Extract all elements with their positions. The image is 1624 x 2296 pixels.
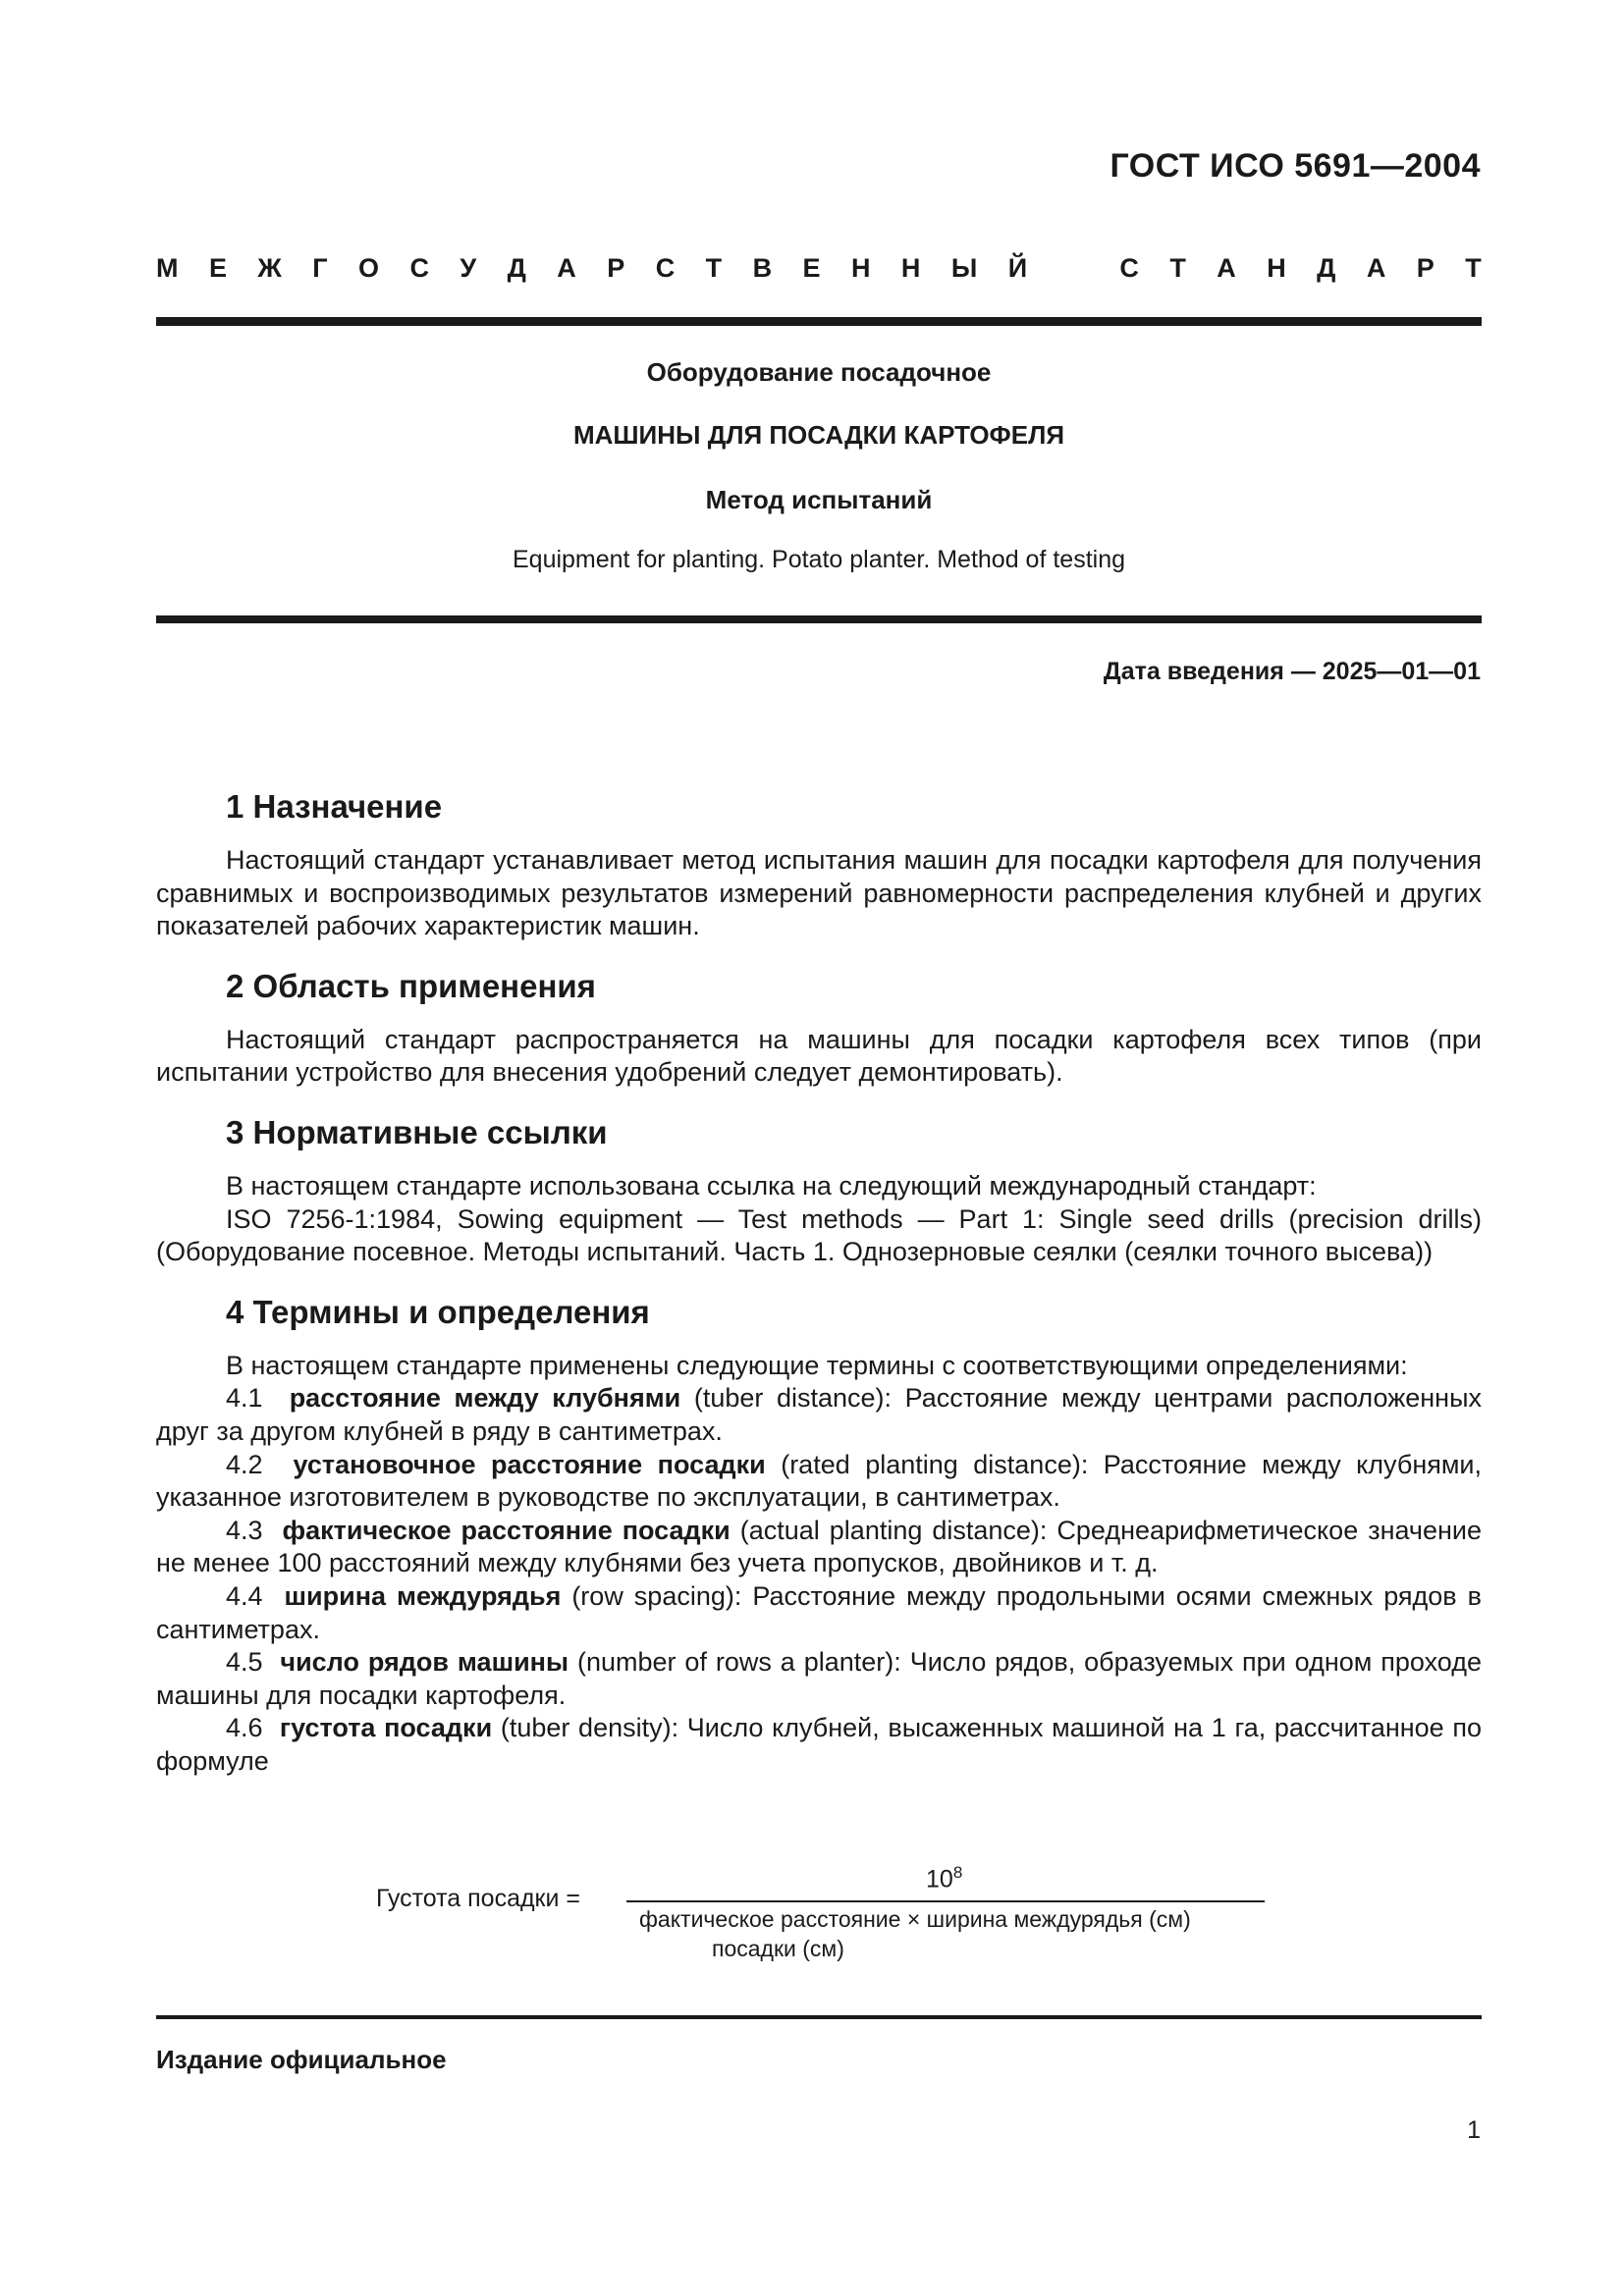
banner-letter: А xyxy=(557,253,576,283)
banner-letter: Ы xyxy=(950,253,978,283)
banner-letter: Н xyxy=(900,253,921,283)
banner-letter: Д xyxy=(507,253,526,283)
formula-label: Густота посадки = xyxy=(376,1885,581,1912)
banner-letter: Е xyxy=(802,253,821,283)
banner-letter: А xyxy=(1366,253,1386,283)
section-3-paragraph: В настоящем стандарте использована ссылка на следующий международный стандарт: xyxy=(226,1170,1317,1201)
title-method: Метод испытаний xyxy=(705,485,933,514)
banner-letter: Т xyxy=(1465,253,1482,283)
section-2-heading: 2 Область применения xyxy=(226,967,596,1004)
banner-letter: С xyxy=(655,253,676,283)
fraction-bar xyxy=(626,1900,1265,1902)
term-name: фактическое расстояние посадки xyxy=(282,1515,731,1545)
term-text: (number of rows a planter): Число рядов, образуемых при одном проходе машины для посадки картофеля. xyxy=(156,1647,1482,1710)
banner-letter: Д xyxy=(1317,253,1336,283)
top-rule xyxy=(156,317,1482,326)
footer-rule xyxy=(156,2015,1482,2019)
term-text: (tuber density): Число клубней, высаженных машиной на 1 га, рассчитанное по формуле xyxy=(156,1713,1483,1776)
banner-letter: О xyxy=(357,253,379,283)
term-number: 4.1 xyxy=(226,1383,263,1414)
section-3-reference: ISO 7256-1:1984, Sowing equipment — Test methods — Part 1: Single seed drills (precision drills) (Оборудование посевное. Методы испытаний. Часть 1. Однозерновые сеялки (сеялки точного высева)) xyxy=(156,1203,1482,1267)
term-number: 4.5 xyxy=(226,1647,263,1678)
term-definition xyxy=(156,1646,1482,1712)
title-main: МАШИНЫ ДЛЯ ПОСАДКИ КАРТОФЕЛЯ xyxy=(572,420,1065,450)
title-bottom-rule xyxy=(156,615,1482,623)
banner-letter: С xyxy=(409,253,429,283)
term-definition xyxy=(156,1712,1482,1778)
density-formula xyxy=(376,1863,1279,1971)
term-definition xyxy=(156,1382,1482,1448)
section-4-intro: В настоящем стандарте применены следующие термины с соответствующими определениями: xyxy=(226,1350,1408,1380)
body-text xyxy=(156,785,1482,1778)
term-number: 4.3 xyxy=(226,1515,263,1545)
banner-letter: Р xyxy=(1416,253,1435,283)
term-text: (tuber distance): Расстояние между центрами расположенных друг за другом клубней в ряду в сантиметрах. xyxy=(156,1383,1482,1446)
section-1-paragraph: Настоящий стандарт устанавливает метод испытания машин для посадки картофеля для получения сравнимых и воспроизводимых результатов измерений равномерности распределения клубней и других показателей рабочих характеристик машин. xyxy=(156,845,1482,941)
term-definition xyxy=(156,1449,1482,1515)
official-edition-label: Издание официальное xyxy=(156,2045,447,2074)
banner-letter: Н xyxy=(850,253,871,283)
interstate-standard-banner xyxy=(156,253,1482,284)
banner-letter: Е xyxy=(208,253,227,283)
term-name: число рядов машины xyxy=(280,1647,569,1678)
section-1-heading: 1 Назначение xyxy=(226,788,443,825)
title-category: Оборудование посадочное xyxy=(646,357,992,387)
banner-letter: Р xyxy=(607,253,625,283)
banner-letter: Т xyxy=(705,253,723,283)
title-english: Equipment for planting. Potato planter. Method of testing xyxy=(512,546,1125,573)
term-name: густота посадки xyxy=(279,1713,493,1743)
term-name: ширина междурядья xyxy=(284,1580,562,1611)
banner-letter: Г xyxy=(312,253,328,283)
term-text: (rated planting distance): Расстояние между клубнями, указанное изготовителем в руководстве по эксплуатации, в сантиметрах. xyxy=(156,1449,1482,1513)
formula-denominator-line-1: фактическое расстояние × ширина междурядья (см) xyxy=(639,1906,1191,1932)
banner-letter: Й xyxy=(1007,253,1028,283)
banner-letter: У xyxy=(460,253,477,283)
banner-letter: Н xyxy=(1267,253,1286,283)
formula-numerator: $10^8$ xyxy=(926,1863,963,1894)
term-text: (actual planting distance): Среднеарифметическое значение не менее 100 расстояний между клубнями без учета пропусков, двойников и т. д. xyxy=(156,1515,1482,1578)
section-4-heading: 4 Термины и определения xyxy=(226,1293,650,1330)
introduction-date: Дата введения — 2025—01—01 xyxy=(1103,658,1481,685)
term-list xyxy=(156,1382,1482,1778)
standard-code: ГОСТ ИСО 5691—2004 xyxy=(1110,147,1481,185)
banner-letter: С xyxy=(1119,253,1139,283)
formula-denominator-line-2: посадки (см) xyxy=(712,1936,844,1961)
banner-letter: Ж xyxy=(257,253,282,283)
banner-letter: М xyxy=(156,253,179,283)
term-number: 4.2 xyxy=(226,1449,263,1479)
term-name: установочное расстояние посадки xyxy=(293,1449,766,1479)
term-name: расстояние между клубнями xyxy=(289,1383,681,1414)
term-text: (row spacing): Расстояние между продольными осями смежных рядов в сантиметрах. xyxy=(156,1580,1482,1644)
banner-letter: В xyxy=(752,253,773,283)
page-number: 1 xyxy=(1467,2116,1481,2144)
term-definition xyxy=(156,1580,1482,1646)
section-2-paragraph: Настоящий стандарт распространяется на машины для посадки картофеля всех типов (при испытании устройство для внесения удобрений следует демонтировать). xyxy=(156,1024,1482,1088)
term-definition xyxy=(156,1515,1482,1580)
banner-letter: Т xyxy=(1169,253,1186,283)
term-number: 4.4 xyxy=(226,1580,263,1611)
section-3-heading: 3 Нормативные ссылки xyxy=(226,1113,608,1150)
banner-letter: А xyxy=(1217,253,1236,283)
term-number: 4.6 xyxy=(226,1713,263,1743)
